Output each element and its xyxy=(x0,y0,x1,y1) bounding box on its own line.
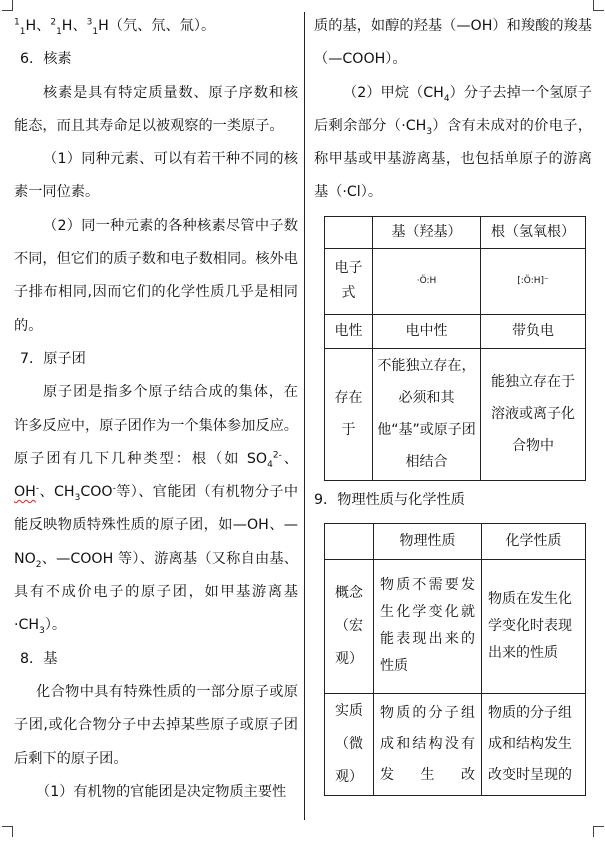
table-cell: 电中性 xyxy=(373,314,481,348)
text: 原子团是指多个原子结合成的集体，在许多反应中，原子团作为一个集体参加反应。原子团有几下几种类型：根（如 SO xyxy=(14,384,298,467)
paragraph-radical-def: 化合物中具有特殊性质的一部分原子或原子团,或化合物分子中去掉某些原子或原子团后剩下的原子团。 xyxy=(14,683,298,767)
table-cell: 物质在发生化学变化时表现出来的性质 xyxy=(482,559,586,693)
isotope-line xyxy=(14,10,298,43)
isotope-text: H（氕、氘、氚）。 xyxy=(98,18,216,34)
atomic-number: 1 xyxy=(56,26,62,37)
atomic-number: 1 xyxy=(92,26,99,37)
paragraph-nuclide-2: （2）同一种元素的各种核素尽管中子数不同，但它们的质子数和电子数相同。核外电子排布相同,因而它们的化学性质几乎是相同的。 xyxy=(14,217,298,334)
column-divider xyxy=(304,12,305,820)
superscript: - xyxy=(112,483,116,494)
table-header-cell xyxy=(325,523,374,559)
text: 、 xyxy=(281,450,298,467)
superscript: - xyxy=(35,483,40,494)
paragraph-nuclide-1: （1）同种元素、可以有若干种不同的核素一同位素。 xyxy=(14,151,298,201)
text: 、CH xyxy=(39,484,75,501)
left-column xyxy=(14,14,298,809)
corner-mark-br xyxy=(593,826,604,837)
subscript: 3 xyxy=(74,492,81,503)
row-label: 存在于 xyxy=(325,348,373,480)
row-label: 概念（宏观） xyxy=(325,559,374,693)
electron-formula-hydroxide: [:Ö:H]⁻ xyxy=(481,248,586,314)
text: ）分子去掉一个氢原子后剩余部分（·CH xyxy=(314,84,592,134)
subscript: 4 xyxy=(267,459,273,470)
text: ）。 xyxy=(44,617,67,634)
table-cell: 物质不需要发生化学变化就能表现出来的性质 xyxy=(374,559,482,693)
isotope-text: H、 xyxy=(25,18,51,34)
table-header-cell xyxy=(325,216,373,248)
paragraph-atomic-group xyxy=(14,376,298,642)
table-cell: 物质的分子组成和结构没有发生改 xyxy=(374,693,482,795)
mass-number: 3 xyxy=(86,17,93,28)
table-header-cell: 根（氢氧根） xyxy=(481,216,586,248)
mass-number: 2 xyxy=(50,17,57,28)
corner-mark-tr xyxy=(593,0,604,11)
paragraph-nuclide-def: 核素是具有特定质量数、原子序数和核能态，而且其寿命足以被观察的一类原子。 xyxy=(14,84,298,134)
subscript: 2 xyxy=(35,559,42,570)
right-column xyxy=(314,14,592,796)
section-heading-7: 7．原子团 xyxy=(20,350,86,367)
paragraph-methyl xyxy=(314,77,592,210)
mass-number: 1 xyxy=(14,17,20,28)
paragraph-radical-1: （1）有机物的官能团是决定物质主要性 xyxy=(36,783,287,800)
table-header-cell: 化学性质 xyxy=(482,523,586,559)
section-heading-9: 9．物理性质与化学性质 xyxy=(314,491,465,508)
paragraph-radical-cont: 质的基，如醇的羟基（—OH）和羧酸的羧基（—COOH）。 xyxy=(314,18,592,68)
spellcheck-word: OH xyxy=(14,484,36,501)
text: 等）、官能团（有机物分子中能反映物质特殊性质的原子团，如—OH、—NO xyxy=(14,484,299,567)
atomic-number: 1 xyxy=(19,26,26,37)
table-cell: 能独立存在于溶液或离子化合物中 xyxy=(481,348,586,480)
text: ）含有未成对的价电子，称甲基或甲基游离基，也包括单原子的游离基（·Cl）。 xyxy=(314,117,592,201)
text: 、—COOH 等）、游离基（又称自由基、具有不成价电子的原子团，如甲基游离基 ·CH xyxy=(14,550,298,634)
text: （2）甲烷（CH xyxy=(343,84,444,101)
section-heading-8: 8．基 xyxy=(20,650,58,667)
corner-mark-bl xyxy=(2,826,13,837)
section-heading-6: 6．核素 xyxy=(20,51,72,68)
subscript: 4 xyxy=(443,93,450,104)
subscript: 3 xyxy=(39,626,45,637)
table-header-cell: 物理性质 xyxy=(374,523,482,559)
superscript: 2- xyxy=(272,450,282,461)
row-label: 电性 xyxy=(325,314,373,348)
properties-table xyxy=(324,523,586,796)
table-header-cell: 基（羟基） xyxy=(373,216,481,248)
radical-vs-ion-table xyxy=(324,216,586,481)
row-label: 电子式 xyxy=(325,248,373,314)
isotope-text: H、 xyxy=(61,18,87,34)
table-cell: 不能独立存在，必须和其他“基”或原子团相结合 xyxy=(373,348,481,480)
table-cell: 物质的分子组成和结构发生改变时呈现的 xyxy=(482,693,586,795)
electron-formula-hydroxyl: ·Ö:H xyxy=(373,248,481,314)
corner-mark-tl xyxy=(2,0,13,11)
subscript: 3 xyxy=(426,126,433,137)
table-cell: 带负电 xyxy=(481,314,586,348)
text: COO xyxy=(80,484,113,501)
row-label: 实质（微观） xyxy=(325,693,374,795)
